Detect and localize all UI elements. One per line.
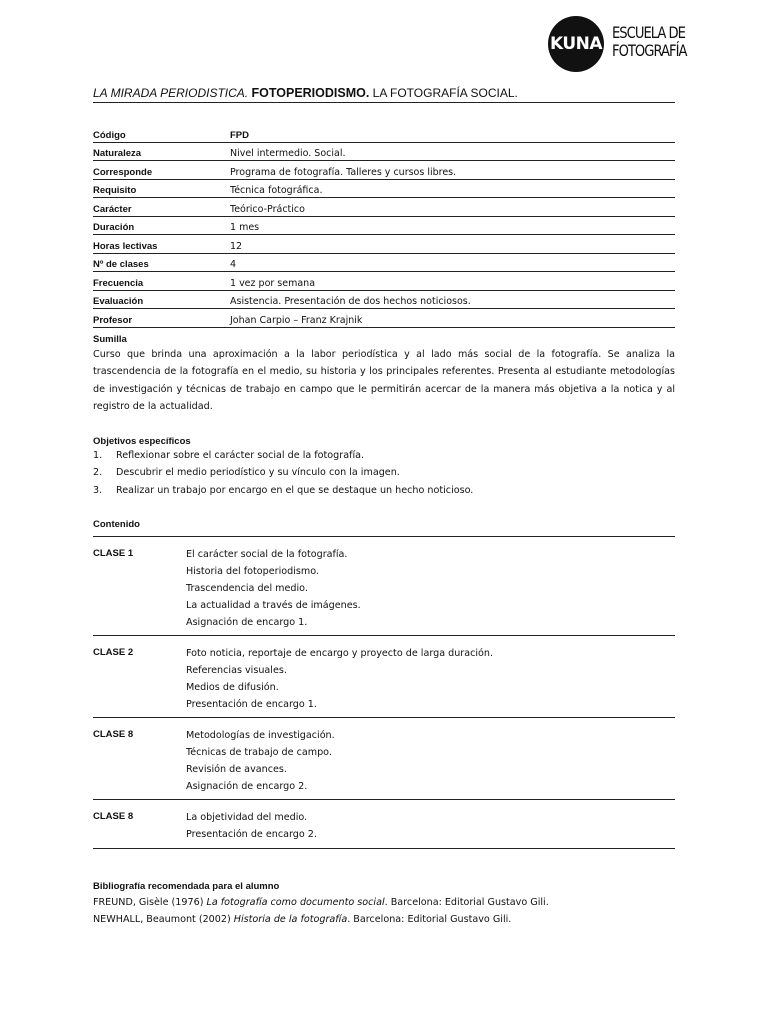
clase-topic: Historia del fotoperiodismo. (186, 565, 319, 577)
content-divider (93, 635, 675, 636)
bibliography-entry (93, 894, 683, 911)
clase-label: CLASE 2 (93, 647, 134, 658)
info-key: Nº de clases (93, 253, 230, 272)
title-part-2: FOTOPERIODISMO. (251, 86, 370, 100)
content-divider (93, 717, 675, 718)
info-row (93, 124, 675, 142)
info-row (93, 309, 675, 328)
objetivo-text: Realizar un trabajo por encargo en el que se destaque un hecho noticioso. (116, 484, 474, 496)
logo-line-2: FOTOGRAFÍA (612, 41, 687, 60)
bibliografia-heading: Bibliografía recomendada para el alumno (93, 881, 280, 892)
content-divider (93, 536, 675, 537)
objetivo-item (93, 447, 675, 464)
clase-topic: El carácter social de la fotografía. (186, 549, 348, 560)
school-logo (548, 14, 687, 72)
title-part-3: LA FOTOGRAFÍA SOCIAL. (372, 86, 518, 100)
course-info-table (93, 124, 675, 328)
bibliography-title: La fotografía como documento social (206, 897, 385, 908)
course-title (93, 86, 675, 103)
info-value: 4 (230, 253, 675, 272)
bibliography-title: Historia de la fotografía (233, 914, 348, 925)
clase-topic: Técnicas de trabajo de campo. (186, 746, 332, 758)
clase-topics (186, 810, 317, 844)
info-value: Técnica fotográfica. (230, 179, 675, 198)
clase-topic: Asignación de encargo 1. (186, 616, 308, 628)
logo-wordmark (612, 24, 687, 60)
clase-topic: La actualidad a través de imágenes. (186, 599, 361, 611)
objetivos-heading: Objetivos específicos (93, 436, 191, 447)
info-row (93, 161, 675, 180)
info-value: 1 mes (230, 216, 675, 235)
bibliography-author: NEWHALL, Beaumont (2002) (93, 914, 234, 925)
info-value: Asistencia. Presentación de dos hechos noticiosos. (230, 290, 675, 309)
logo-line-1: ESCUELA DE (612, 23, 685, 42)
objetivo-number: 2. (93, 467, 103, 479)
objetivo-text: Descubrir el medio periodístico y su vínculo con la imagen. (116, 467, 400, 479)
info-value: 1 vez por semana (230, 272, 675, 291)
info-key: Profesor (93, 309, 230, 328)
bibliography-author: FREUND, Gisèle (1976) (93, 897, 207, 908)
clase-topic: Trascendencia del medio. (186, 582, 308, 594)
info-row (93, 198, 675, 217)
objetivo-text: Reflexionar sobre el carácter social de la fotografía. (116, 450, 365, 461)
sumilla-text: Curso que brinda una aproximación a la labor periodística y al lado más social de la fotografía. Se analiza la trascendencia de la fotografía en el medio, su historia y los principales referentes. Presenta al estudiante metodologías de investigación y técnicas de trabajo en campo que le permitirán acercar de la manera más objetiva a la notica y al registro de la actualidad. (93, 349, 675, 412)
info-key: Código (93, 124, 230, 142)
clase-topic: Asignación de encargo 2. (186, 780, 308, 792)
objetivos-list (93, 447, 675, 499)
clase-label: CLASE 1 (93, 548, 134, 559)
clase-label: CLASE 8 (93, 729, 134, 740)
clase-topic: Foto noticia, reportaje de encargo y proyecto de larga duración. (186, 648, 494, 659)
kuna-logo-mark (548, 16, 604, 72)
info-key: Corresponde (93, 161, 230, 180)
clase-topics (186, 547, 361, 632)
info-key: Horas lectivas (93, 235, 230, 254)
info-value: 12 (230, 235, 675, 254)
clase-topic: Referencias visuales. (186, 664, 287, 676)
info-value: Johan Carpio – Franz Krajnik (230, 309, 675, 328)
objetivo-item (93, 464, 675, 481)
clase-topics (186, 646, 493, 714)
info-value: Programa de fotografía. Talleres y cursos libres. (230, 161, 675, 180)
info-value: Teórico-Práctico (230, 198, 675, 217)
info-row (93, 179, 675, 198)
bibliografia-list (93, 894, 683, 928)
clase-topic: Medios de difusión. (186, 681, 279, 693)
info-key: Evaluación (93, 290, 230, 309)
clase-topic: Revisión de avances. (186, 763, 287, 775)
objetivo-number: 1. (93, 450, 103, 461)
clase-topic: Presentación de encargo 1. (186, 698, 317, 710)
info-key: Naturaleza (93, 142, 230, 161)
clase-topic: La objetividad del medio. (186, 812, 308, 823)
info-value: FPD (230, 124, 675, 142)
clase-label: CLASE 8 (93, 811, 134, 822)
info-row (93, 290, 675, 309)
title-part-1: LA MIRADA PERIODISTICA. (93, 86, 249, 100)
bibliography-rest: . Barcelona: Editorial Gustavo Gili. (384, 897, 549, 908)
info-row (93, 272, 675, 291)
info-key: Carácter (93, 198, 230, 217)
bibliography-rest: . Barcelona: Editorial Gustavo Gili. (347, 914, 512, 925)
sumilla-heading: Sumilla (93, 334, 127, 345)
info-row (93, 235, 675, 254)
info-row (93, 142, 675, 161)
info-key: Requisito (93, 179, 230, 198)
info-key: Duración (93, 216, 230, 235)
logo-mark-text: KUNA (549, 34, 603, 54)
objetivo-number: 3. (93, 484, 103, 496)
objetivo-item (93, 482, 675, 499)
clase-topics (186, 728, 335, 796)
bibliography-entry (93, 911, 683, 928)
info-row (93, 253, 675, 272)
content-divider (93, 799, 675, 800)
info-key: Frecuencia (93, 272, 230, 291)
clase-topic: Metodologías de investigación. (186, 730, 335, 741)
clase-topic: Presentación de encargo 2. (186, 828, 317, 840)
contenido-heading: Contenido (93, 519, 140, 530)
info-row (93, 216, 675, 235)
info-value: Nivel intermedio. Social. (230, 142, 675, 161)
content-divider (93, 848, 675, 849)
